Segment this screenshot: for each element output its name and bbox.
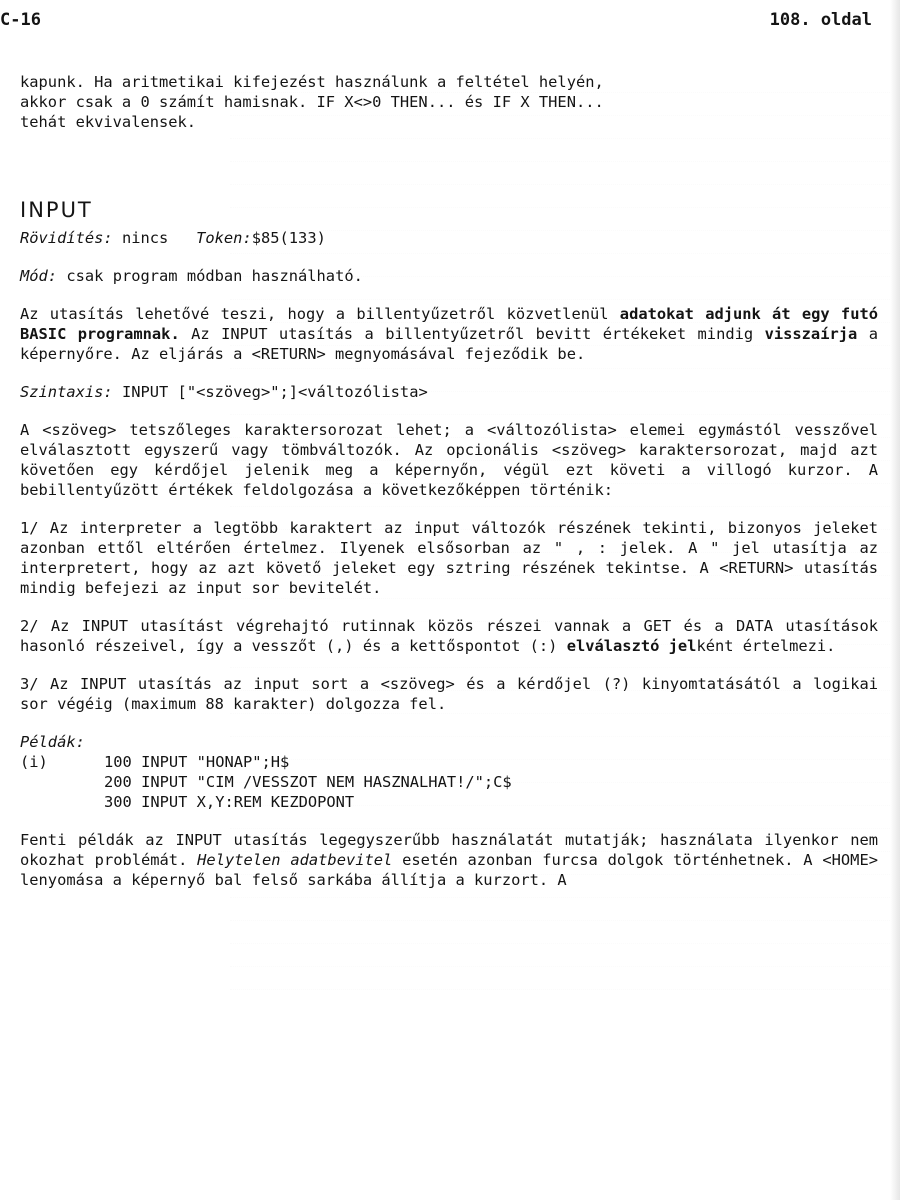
abbreviation-line (20, 228, 878, 248)
page-edge-shadow (890, 0, 900, 1200)
token-value: $85(133) (251, 229, 326, 247)
example-index: (i) (20, 753, 48, 771)
example-code (104, 752, 512, 812)
mode-line (20, 266, 878, 286)
point-1-paragraph: 1/ Az interpreter a legtöbb karaktert az input változók részének tekinti, bizonyos jeleket azonban ettől eltérően értelmez. Ilyenek elsősorban az " , : jelek. A " jel utasítja az interpretert, hogy az azt követő jeleket egy sztring részének tekintse. A <RETURN> utasítás mindig befejezi az input sor bevitelét. (20, 519, 878, 597)
example-row (20, 752, 878, 812)
code-line: 100 INPUT "HONAP";H$ (104, 753, 290, 771)
abbr-label: Rövidítés: (20, 229, 113, 247)
point-2-part-c: ként értelmezi. (696, 637, 836, 655)
closing-paragraph (20, 830, 878, 890)
syntax-line (20, 382, 878, 402)
desc-part-e: a képernyőre. Az eljárás a <RETURN> megnyomásával fejeződik be. (20, 325, 878, 363)
page-id: C-16 (0, 10, 41, 30)
desc-part-c: Az INPUT utasítás a billentyűzetről bevitt értékeket mindig (179, 325, 765, 343)
desc-part-a: Az utasítás lehetővé teszi, hogy a billentyűzetről közvetlenül (20, 305, 609, 323)
intro-line-2: akkor csak a 0 számít hamisnak. IF X<>0 THEN... és IF X THEN... (20, 93, 604, 111)
mode-value: csak program módban használható. (66, 267, 363, 285)
point-2-paragraph (20, 616, 878, 656)
point-2-bold: elválasztó jel (566, 637, 697, 655)
intro-paragraph (20, 72, 878, 132)
abbr-value: nincs (121, 229, 169, 247)
examples-block (20, 732, 878, 812)
intro-line-3: tehát ekvivalensek. (20, 113, 197, 131)
examples-label: Példák: (20, 733, 85, 751)
page-body (20, 72, 878, 908)
point-2-part-a: 2/ Az INPUT utasítást végrehajtó rutinnak közös részei vannak a GET és a DATA utasítások hasonló részeivel, így a vesszőt (,) és a kettőspontot (:) (20, 617, 878, 655)
desc-bold-a: adatokat adjunk át egy futó BASIC programnak. (20, 305, 878, 343)
page-number: 108. oldal (769, 10, 872, 30)
syntax-label: Szintaxis: (20, 383, 113, 401)
explanation-paragraph: A <szöveg> tetszőleges karaktersorozat lehet; a <változólista> elemei egymástól vesszővel elválasztott egyszerű vagy tömbváltozók. Az opcionális <szöveg> karaktersorozat, majd azt követően egy kérdőjel jelenik meg a képernyőn, végül ezt követi a villogó kurzor. A bebillentyűzött értékek feldolgozása a következőképpen történik: (20, 421, 878, 499)
description-paragraph (20, 304, 878, 364)
token-label: Token: (196, 229, 252, 247)
desc-bold-b: visszaírja (764, 325, 858, 343)
syntax-value: INPUT ["<szöveg>";]<változólista> (121, 383, 428, 401)
closing-part-a: Fenti példák az INPUT utasítás legegyszerűbb használatát mutatják; használata ilyenkor nem okozhat problémát. (20, 831, 878, 869)
intro-line-1: kapunk. Ha aritmetikai kifejezést használunk a feltétel helyén, (20, 73, 604, 91)
mode-label: Mód: (20, 267, 58, 285)
code-line: 200 INPUT "CIM /VESSZOT NEM HASZNALHAT!/";C$ (104, 773, 512, 791)
code-line: 300 INPUT X,Y:REM KEZDOPONT (104, 793, 355, 811)
closing-italic: Helytelen adatbevitel (197, 851, 393, 869)
closing-part-c: esetén azonban furcsa dolgok történhetnek. A <HOME> lenyomása a képernyő bal felső sarkába állítja a kurzort. A (20, 851, 878, 889)
page-header (0, 6, 900, 36)
point-3-paragraph: 3/ Az INPUT utasítás az input sort a <szöveg> és a kérdőjel (?) kinyomtatásától a logikai sor végéig (maximum 88 karakter) dolgozza fel. (20, 675, 878, 713)
section-title: INPUT (20, 198, 93, 222)
